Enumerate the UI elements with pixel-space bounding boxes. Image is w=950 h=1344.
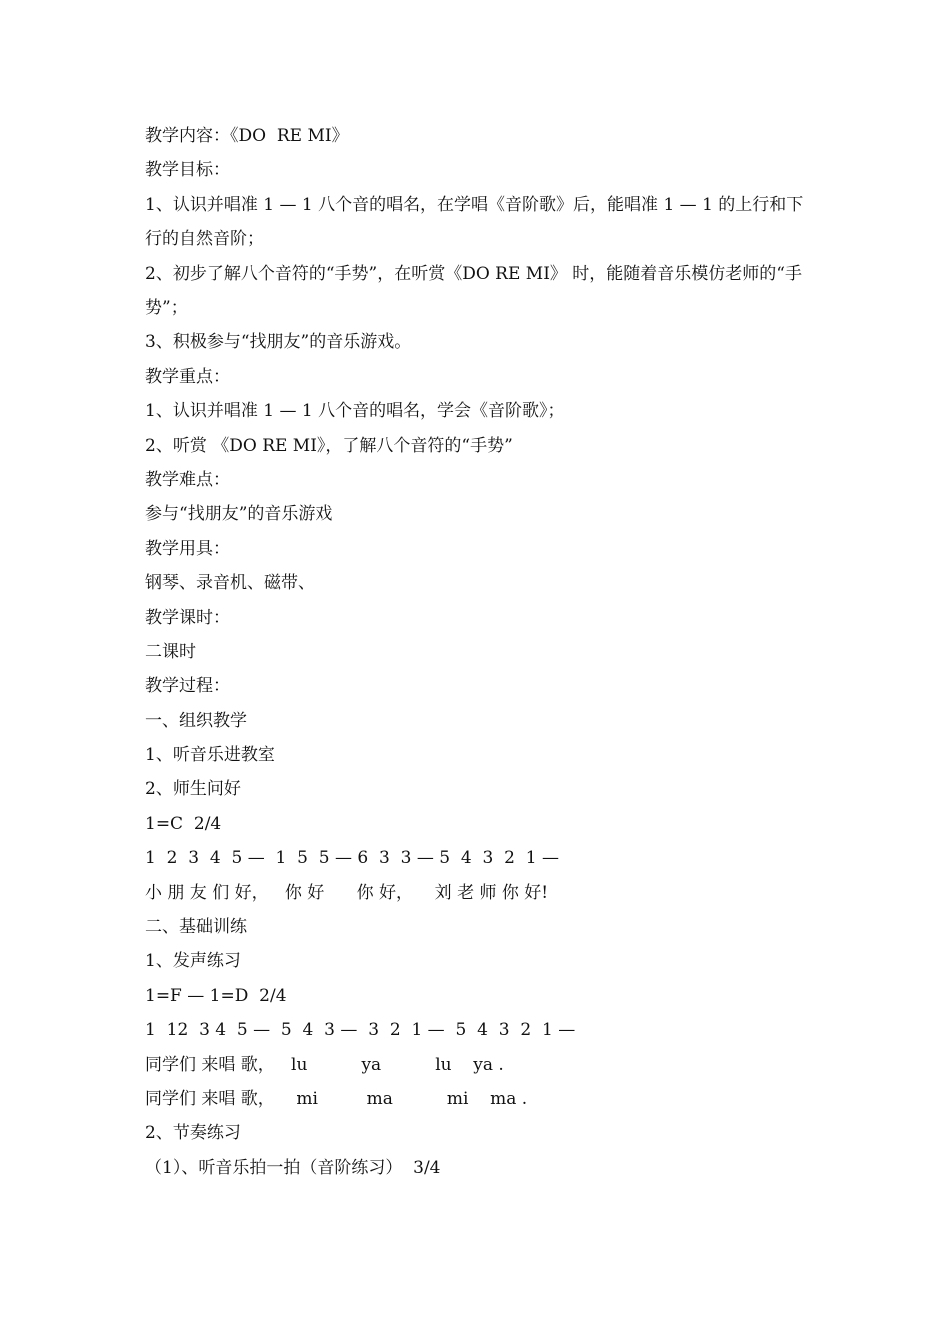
tools-list: 钢琴、录音机、磁带、 <box>145 573 315 594</box>
difficulty-1: 参与“找朋友”的音乐游戏 <box>145 504 333 525</box>
key-points-heading: 教学重点： <box>145 366 230 387</box>
key-point-1: 1、认识并唱准 1 — 1 八个音的唱名，学会《音阶歌》； <box>145 401 565 422</box>
step-rhythm-practice: 2、节奏练习 <box>145 1123 241 1144</box>
class-hours-heading: 教学课时： <box>145 607 230 628</box>
greeting-notation: 1 2 3 4 5 — 1 5 5 — 6 3 3 — 5 4 3 2 1 — <box>145 848 559 869</box>
tools-heading: 教学用具： <box>145 538 230 559</box>
vocal-key-signature: 1=F — 1=D 2/4 <box>145 985 287 1006</box>
section-organize: 一、组织教学 <box>145 710 247 731</box>
rhythm-item-1: （1）、听音乐拍一拍（音阶练习） 3/4 <box>145 1157 441 1178</box>
section-basic-training: 二、基础训练 <box>145 917 247 938</box>
goal-1: 1、认识并唱准 1 — 1 八个音的唱名，在学唱《音阶歌》后，能唱准 1 — 1 的上行和下行的自然音阶； <box>145 194 804 250</box>
vocal-lyrics-1: 同学们 来唱 歌， lu ya lu ya . <box>145 1054 504 1075</box>
goal-3: 3、积极参与“找朋友”的音乐游戏。 <box>145 332 412 353</box>
difficulty-heading: 教学难点： <box>145 469 230 490</box>
process-heading: 教学过程： <box>145 676 230 697</box>
teaching-goals-heading: 教学目标： <box>145 160 230 181</box>
step-enter-classroom: 1、听音乐进教室 <box>145 745 275 766</box>
vocal-lyrics-2: 同学们 来唱 歌， mi ma mi ma . <box>145 1089 528 1109</box>
key-point-2: 2、听赏 《DO RE MI》，了解八个音符的“手势” <box>145 435 513 456</box>
class-hours-value: 二课时 <box>145 641 196 662</box>
vocal-notation: 1 12 3 4 5 — 5 4 3 — 3 2 1 — 5 4 3 2 1 — <box>145 1020 576 1041</box>
goal-2: 2、初步了解八个音符的“手势”，在听赏《DO RE MI》 时，能随着音乐模仿老师的“手势”； <box>145 263 802 318</box>
greeting-key-signature: 1=C 2/4 <box>145 813 222 834</box>
step-vocal-practice: 1、发声练习 <box>145 951 241 972</box>
lesson-plan-text <box>145 119 815 1185</box>
step-greeting: 2、师生问好 <box>145 779 241 800</box>
greeting-lyrics: 小 朋 友 们 好， 你 好 你 好， 刘 老 师 你 好! <box>145 882 549 903</box>
teaching-content: 教学内容：《DO RE MI》 <box>145 126 349 146</box>
